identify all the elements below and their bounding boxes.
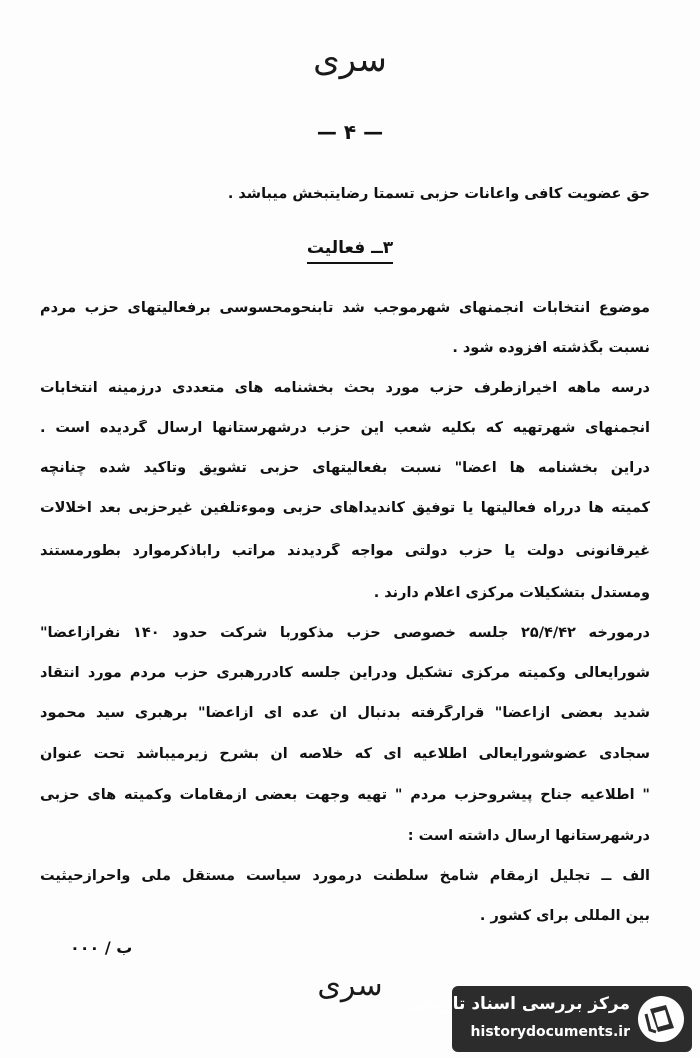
section-heading	[0, 238, 700, 258]
text-line-14: " اطلاعیه جناح پیشروحزب مردم " تهیه وجهت بعضی ازمقامات وکمیته های حزبی	[40, 787, 650, 803]
text-line-15: درشهرستانها ارسال داشته است :	[407, 828, 650, 844]
text-line-2: موضوع انتخابات انجمنهای شهرموجب شد تابنحومحسوسی برفعالیتهای حزب مردم	[40, 300, 650, 316]
text-line-3: نسبت بگذشته افزوده شود .	[452, 340, 650, 356]
text-line-1: حق عضویت کافی واعانات حزبی تسمتا رضایتبخش میباشد .	[227, 186, 650, 202]
text-line-16: الف ــ تجلیل ازمقام شامخ سلطنت درمورد سیاست مستقل ملی واحرازحیثیت	[40, 868, 650, 884]
text-line-4: درسه ماهه اخیرازطرف حزب مورد بحث بخشنامه های متعددی درزمینه انتخابات	[40, 380, 650, 396]
header-classification: سری	[313, 40, 387, 80]
section-heading-text: ۳ــ فعالیت	[307, 238, 393, 264]
text-line-17: بین المللی برای کشور .	[479, 908, 650, 924]
text-line-8: غیرقانونی دولت یا حزب دولتی مواجه گردیدند مراتب راباذکرموارد بطورمستند	[40, 543, 650, 559]
watermark-title: مرکز بررسی اسناد تاریخی	[407, 994, 630, 1014]
text-line-10: درمورخه ۲۵/۴/۴۲ جلسه خصوصی حزب مذکوربا شرکت حدود ۱۴۰ نفرازاعضا"	[40, 625, 650, 641]
text-line-5: انجمنهای شهرتهیه که بکلیه شعب این حزب درشهرستانها ارسال گردیده است .	[40, 420, 650, 436]
footer-classification: سری	[317, 968, 383, 1003]
page-number: — ۴ —	[316, 120, 384, 144]
watermark-banner	[407, 986, 692, 1052]
text-line-11: شورایعالی وکمیته مرکزی تشکیل ودراین جلسه کادررهبری حزب مردم مورد انتقاد	[40, 665, 650, 681]
text-line-6: دراین بخشنامه ها اعضا" نسبت بفعالیتهای حزبی تشویق وتاکید شده چنانچه	[40, 460, 650, 476]
text-line-7: کمیته ها درراه فعالیتها یا توفیق کاندیداهای حزبی وموءتلفین غیرحزبی بعد اخلالات	[40, 500, 650, 516]
footer-code: ب / ۰۰۰	[70, 938, 133, 957]
archive-logo-icon	[636, 994, 686, 1044]
watermark-url: historydocuments.ir	[470, 1024, 630, 1040]
text-line-9: ومستدل بتشکیلات مرکزی اعلام دارند .	[373, 585, 650, 601]
text-line-13: سجادی عضوشورایعالی اطلاعیه ای که خلاصه آن بشرح زیرمیباشد تحت عنوان	[40, 746, 650, 762]
text-line-12: شدید بعضی ازاعضا" قرارگرفته بدنبال آن عده ای ازاعضا" برهبری سید محمود	[40, 705, 650, 721]
